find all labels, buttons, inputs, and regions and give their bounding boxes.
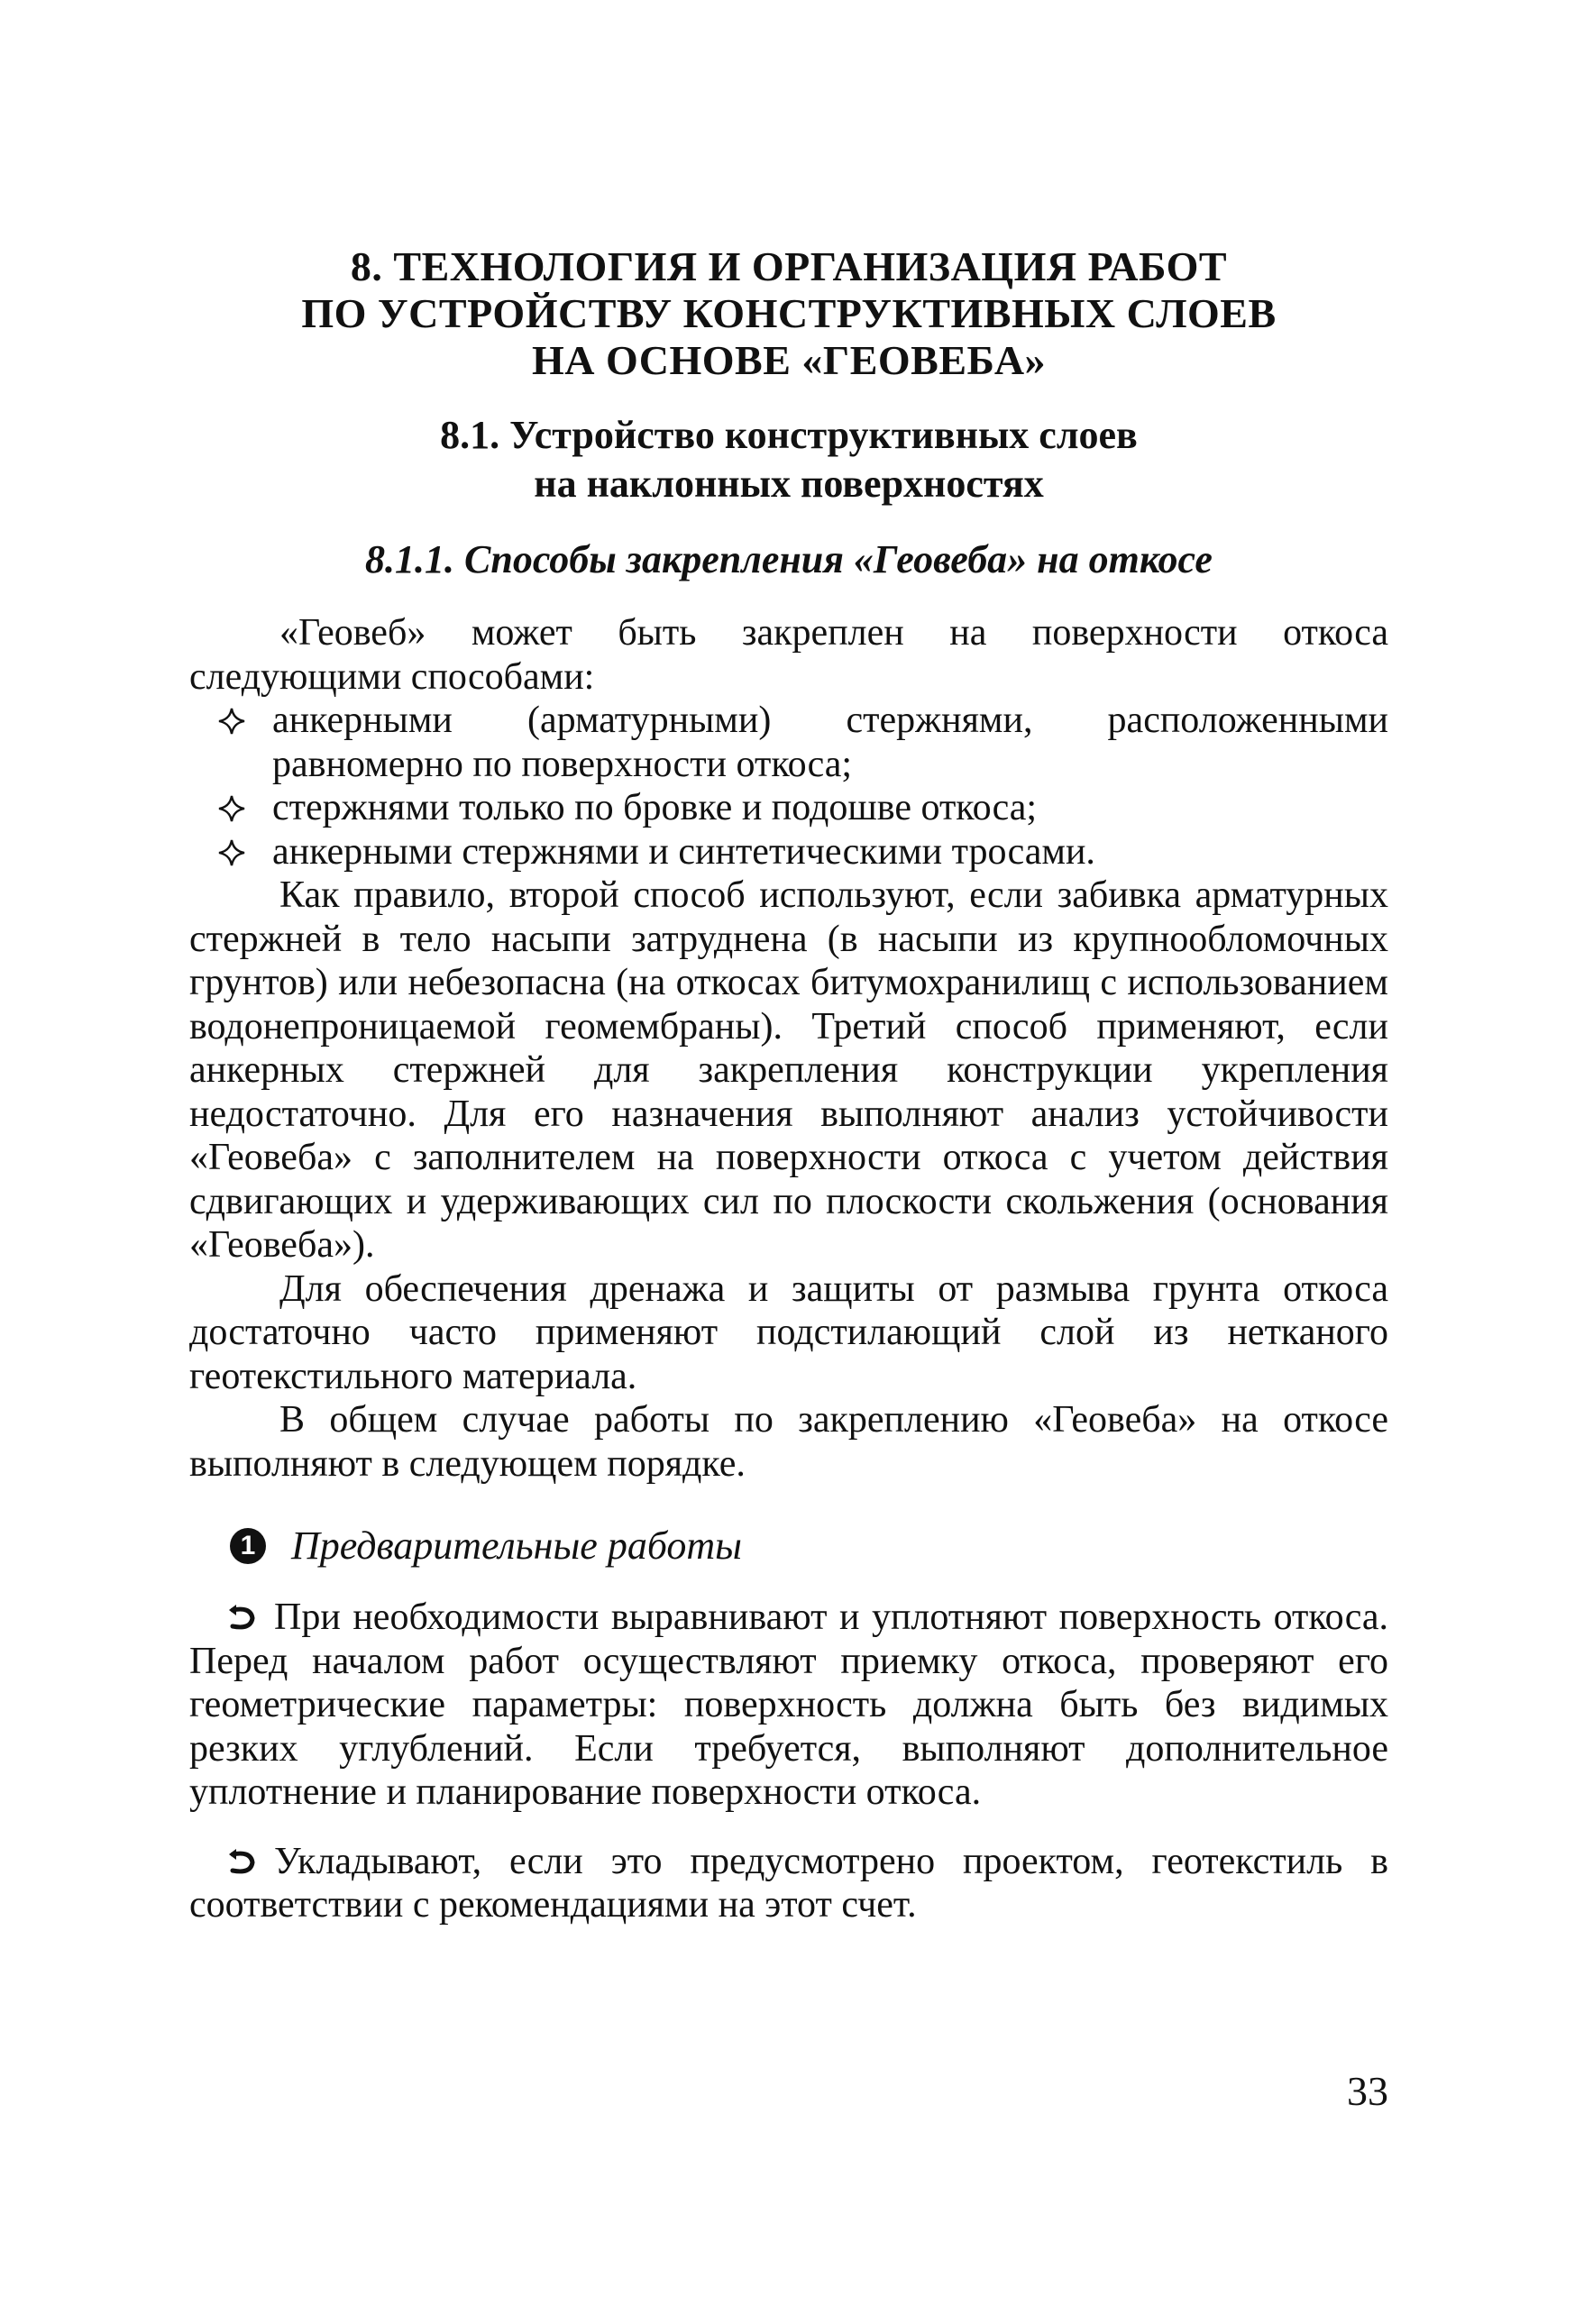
list-item-text: стержнями только по бровке и подошве откоса; (272, 787, 1038, 828)
chapter-title-line: ПО УСТРОЙСТВУ КОНСТРУКТИВНЫХ СЛОЕВ (301, 290, 1277, 336)
chapter-title-line: 8. ТЕХНОЛОГИЯ И ОРГАНИЗАЦИЯ РАБОТ (350, 243, 1228, 289)
section-title-line: 8.1. Устройство конструктивных слоев (440, 413, 1138, 457)
step-item-text: При необходимости выравнивают и уплотняют поверхность откоса. Перед началом работ осуществляют приемку откоса, проверяют его геометрические параметры: поверхность должна быть без видимых резких углублений. Если требуется, выполняют дополнительное уплотнение и планирование поверхности откоса. (189, 1597, 1388, 1813)
body-paragraph: Для обеспечения дренажа и защиты от размыва грунта откоса достаточно часто применяют подстилающий слой из нетканого геотекстильного материала. (189, 1267, 1388, 1397)
list-item (189, 830, 1388, 874)
body-paragraph: Как правило, второй способ используют, если забивка арматурных стержней в тело насыпи затруднена (в насыпи из крупнообломочных грунтов) или небезопасна (на откосах битумохранилищ с использованием водонепроницаемой геомембраны). Третий способ применяют, если анкерных стержней для закрепления конструкции укрепления недостаточно. Для его назначения выполняют анализ устойчивости «Геовеба» с заполнителем на поверхности откоса с учетом действия сдвигающих и удерживающих сил по плоскости скольжения (основания «Геовеба»). (189, 874, 1388, 1266)
curved-arrow-icon (227, 1605, 260, 1632)
page-number: 33 (1347, 2068, 1388, 2114)
list-item-text: анкерными стержнями и синтетическими тросами. (272, 830, 1095, 873)
body-paragraph: В общем случае работы по закреплению «Геовеба» на откосе выполняют в следующем порядке. (189, 1399, 1388, 1485)
intro-paragraph: «Геовеб» может быть закреплен на поверхности откоса следующими способами: (189, 612, 1388, 698)
step-heading (189, 1522, 1388, 1570)
four-point-star-outline-icon (218, 795, 245, 822)
list-item (189, 699, 1388, 786)
list-item-text: анкерными (арматурными) стержнями, расположенными равномерно по поверхности откоса; (272, 700, 1388, 785)
list-item (189, 786, 1388, 830)
filled-circle-number-icon: 1 (230, 1528, 266, 1564)
step-item (189, 1596, 1388, 1815)
section-title-line: на наклонных поверхностях (534, 462, 1044, 506)
chapter-title (189, 243, 1388, 384)
step-title: Предварительные работы (291, 1523, 742, 1568)
curved-arrow-icon (227, 1849, 260, 1876)
methods-list (189, 699, 1388, 874)
chapter-title-line: НА ОСНОВЕ «ГЕОВЕБА» (531, 337, 1047, 383)
step-item-text: Укладывают, если это предусмотрено проектом, геотекстиль в соответствии с рекомендациями на этот счет. (189, 1840, 1388, 1926)
document-page (189, 243, 1388, 2272)
subsection-title: 8.1.1. Способы закрепления «Геовеба» на откосе (365, 537, 1213, 581)
four-point-star-outline-icon (218, 839, 245, 866)
section-title (189, 411, 1388, 508)
four-point-star-outline-icon (218, 708, 245, 735)
step-item (189, 1840, 1388, 1927)
